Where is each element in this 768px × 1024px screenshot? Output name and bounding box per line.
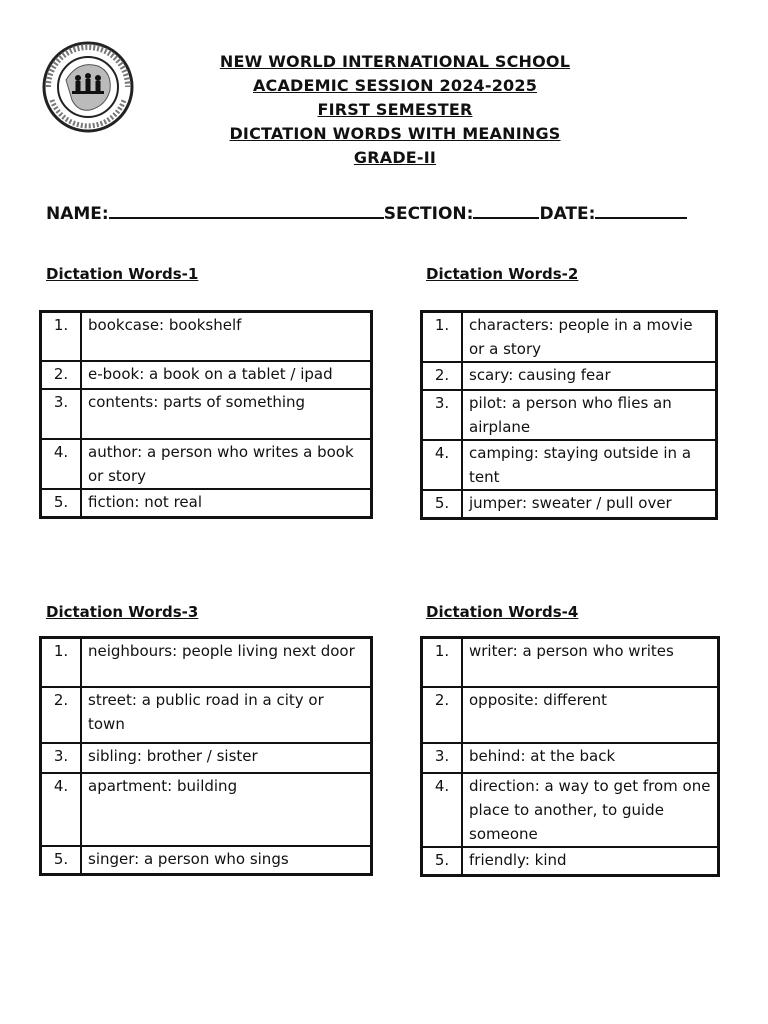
word-meaning: sibling: brother / sister xyxy=(81,743,371,773)
table-row xyxy=(422,687,718,743)
row-number: 5. xyxy=(422,490,462,518)
word-meaning: contents: parts of something xyxy=(81,389,371,439)
row-number: 2. xyxy=(41,361,81,389)
row-number: 5. xyxy=(41,846,81,874)
semester: FIRST SEMESTER xyxy=(317,100,473,119)
table-row xyxy=(41,687,371,743)
table-row xyxy=(422,390,716,440)
word-meaning: direction: a way to get from one place to another, to guide someone xyxy=(462,773,718,847)
school-logo xyxy=(38,40,138,134)
row-number: 5. xyxy=(422,847,462,875)
word-meaning: jumper: sweater / pull over xyxy=(462,490,716,518)
list-title: Dictation Words-3 xyxy=(46,603,199,621)
table-row xyxy=(41,439,371,489)
row-number: 3. xyxy=(41,389,81,439)
row-number: 4. xyxy=(422,440,462,490)
list-title: Dictation Words-1 xyxy=(46,265,199,283)
name-field[interactable] xyxy=(109,203,384,219)
document-header xyxy=(190,50,600,170)
school-name: NEW WORLD INTERNATIONAL SCHOOL xyxy=(219,52,571,71)
table-row xyxy=(422,312,716,362)
table-row xyxy=(41,312,371,361)
list-title: Dictation Words-4 xyxy=(426,603,579,621)
row-number: 3. xyxy=(41,743,81,773)
row-number: 4. xyxy=(41,773,81,846)
document-title: DICTATION WORDS WITH MEANINGS xyxy=(229,124,561,143)
table-row xyxy=(41,773,371,846)
table-row xyxy=(422,847,718,875)
date-field[interactable] xyxy=(595,203,687,219)
row-number: 1. xyxy=(422,638,462,687)
section-label: SECTION: xyxy=(383,204,474,224)
section-field[interactable] xyxy=(473,203,539,219)
word-table xyxy=(421,637,719,876)
list-title: Dictation Words-2 xyxy=(426,265,579,283)
word-meaning: pilot: a person who flies an airplane xyxy=(462,390,716,440)
row-number: 1. xyxy=(41,312,81,361)
name-label: NAME: xyxy=(46,204,109,224)
table-row xyxy=(41,361,371,389)
row-number: 1. xyxy=(41,638,81,687)
word-meaning: scary: causing fear xyxy=(462,362,716,390)
student-info-line xyxy=(46,203,687,224)
word-meaning: camping: staying outside in a tent xyxy=(462,440,716,490)
word-table xyxy=(421,311,717,519)
word-meaning: behind: at the back xyxy=(462,743,718,773)
date-label: DATE: xyxy=(539,204,596,224)
table-row xyxy=(41,389,371,439)
table-row xyxy=(41,743,371,773)
row-number: 4. xyxy=(41,439,81,489)
row-number: 2. xyxy=(422,687,462,743)
word-meaning: characters: people in a movie or a story xyxy=(462,312,716,362)
word-meaning: neighbours: people living next door xyxy=(81,638,371,687)
word-meaning: singer: a person who sings xyxy=(81,846,371,874)
word-meaning: author: a person who writes a book or story xyxy=(81,439,371,489)
word-meaning: bookcase: bookshelf xyxy=(81,312,371,361)
table-row xyxy=(422,440,716,490)
word-meaning: e-book: a book on a tablet / ipad xyxy=(81,361,371,389)
academic-session: ACADEMIC SESSION 2024-2025 xyxy=(252,76,538,95)
word-meaning: opposite: different xyxy=(462,687,718,743)
word-table xyxy=(40,637,372,875)
row-number: 5. xyxy=(41,489,81,517)
row-number: 3. xyxy=(422,743,462,773)
word-table xyxy=(40,311,372,518)
table-row xyxy=(422,362,716,390)
word-meaning: apartment: building xyxy=(81,773,371,846)
word-meaning: friendly: kind xyxy=(462,847,718,875)
table-row xyxy=(422,490,716,518)
word-meaning: street: a public road in a city or town xyxy=(81,687,371,743)
row-number: 3. xyxy=(422,390,462,440)
table-row xyxy=(41,638,371,687)
row-number: 4. xyxy=(422,773,462,847)
table-row xyxy=(422,638,718,687)
row-number: 1. xyxy=(422,312,462,362)
table-row xyxy=(422,773,718,847)
row-number: 2. xyxy=(422,362,462,390)
row-number: 2. xyxy=(41,687,81,743)
table-row xyxy=(41,846,371,874)
word-meaning: writer: a person who writes xyxy=(462,638,718,687)
table-row xyxy=(422,743,718,773)
table-row xyxy=(41,489,371,517)
grade: GRADE-II xyxy=(353,148,437,167)
word-meaning: fiction: not real xyxy=(81,489,371,517)
